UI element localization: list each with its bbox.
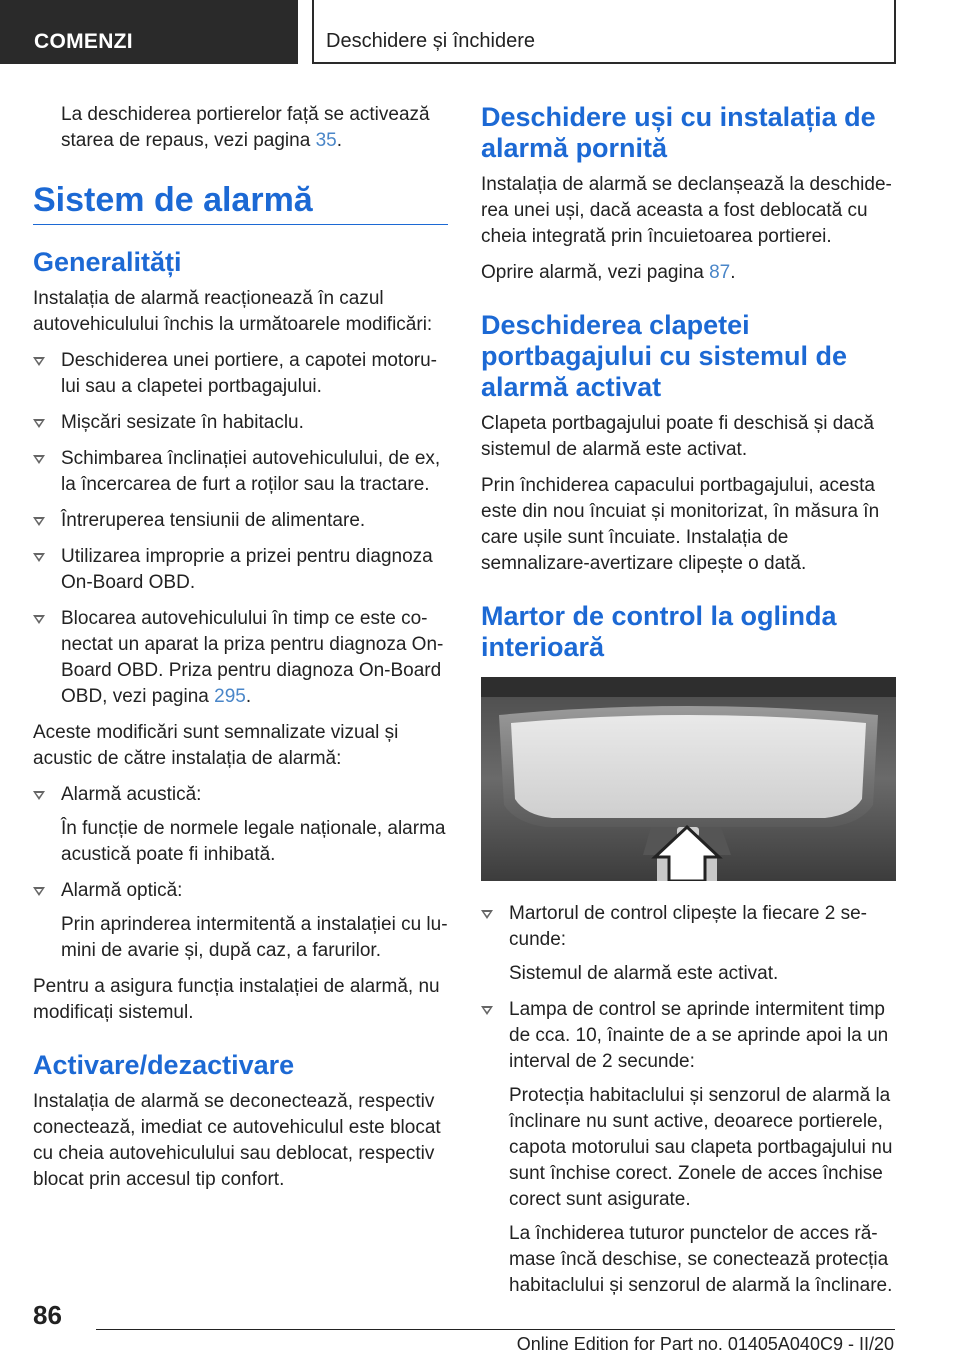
footer-edition-text: Online Edition for Part no. 01405A040C9 - II/20	[516, 1334, 894, 1354]
right-column	[481, 102, 896, 1309]
rearview-mirror-illustration	[481, 677, 896, 881]
trunk-text-2: Prin închiderea capacului portbagajului, acesta este din nou încuiat și monitorizat, în măsura în care ușile sunt încuiate. Instalația de semnalizare-avertizare clipește o dată.	[481, 475, 880, 574]
signal-text: Aceste modificări sunt semnalizate vizual și acustic de către instalația de alarmă:	[33, 722, 399, 769]
page-number: 86	[33, 1300, 62, 1330]
list-item: Alarmă acustică: În funcție de normele legale naționale, alarma acustică poate fi inhibată.	[33, 782, 448, 868]
list-item: Întreruperea tensiunii de alimentare.	[33, 508, 448, 534]
trunk-text-1: Clapeta portbagajului poate fi deschisă și dacă sistemul de alarmă este activat.	[481, 413, 874, 460]
general-text: Instalația de alarmă reacționează în cazul autovehiculului închis la următoarele modificări:	[33, 288, 433, 335]
general-heading: Generalități	[33, 247, 182, 277]
activation-text: Instalația de alarmă se deconectează, respectiv conectează, imediat ce autovehiculul este blocat cu cheia autovehiculului sau deblocat, respectiv blocat prin accesul tip confort.	[33, 1091, 441, 1190]
list-item: Alarmă optică: Prin aprinderea intermitentă a instalației cu lumini de avarie și, după caz, a farurilor.	[33, 878, 448, 964]
list-item: Mișcări sesizate în habitaclu.	[33, 410, 448, 436]
triangle-bullet-icon	[33, 357, 45, 366]
stop-alarm-paragraph: Oprire alarmă, vezi pagina 87.	[481, 262, 736, 283]
page-link-35[interactable]: 35	[315, 130, 337, 151]
alarm-types-list	[33, 782, 448, 964]
triangle-bullet-icon	[33, 517, 45, 526]
list-item: Blocarea autovehiculului în timp ce este conectat un aparat la priza pentru diagnoza On-Board OBD. Priza pentru diagnoza On-Board OBD, vezi pagina 295.	[33, 606, 448, 710]
triangle-bullet-icon	[33, 553, 45, 562]
mirror-heading: Martor de control la oglinda interioară	[481, 601, 837, 662]
header-section-tab	[0, 0, 298, 64]
doors-heading: Deschidere uși cu instalația de alarmă pornită	[481, 102, 876, 163]
activation-heading: Activare/dezactivare	[33, 1050, 295, 1080]
header-chapter-tab	[312, 0, 896, 64]
triangle-bullet-icon	[481, 1006, 493, 1015]
page-title: Sistem de alarmă	[33, 180, 448, 225]
intro-text: La deschiderea portierelor față se activează starea de repaus, vezi pagina	[61, 104, 430, 151]
intro-paragraph: La deschiderea portierelor față se activează starea de repaus, vezi pagina 35.	[61, 104, 430, 151]
doors-text: Instalația de alarmă se declanșează la deschiderea unei uși, dacă aceasta a fost deblocată cu cheia integrată prin încuietoarea portierei.	[481, 174, 892, 247]
trunk-heading: Deschiderea clapetei portbagajului cu sistemul de alarmă activat	[481, 310, 848, 402]
triangle-bullet-icon	[481, 910, 493, 919]
list-item: Utilizarea improprie a prizei pentru diagnoza On-Board OBD.	[33, 544, 448, 596]
indicator-list	[481, 901, 896, 1299]
triangle-bullet-icon	[33, 615, 45, 624]
footer-divider	[96, 1329, 895, 1330]
list-item: Martorul de control clipește la fiecare 2 secunde: Sistemul de alarmă este activat.	[481, 901, 896, 987]
left-column	[33, 102, 448, 1203]
function-text: Pentru a asigura funcția instalației de alarmă, nu modificați sistemul.	[33, 976, 440, 1023]
list-item: Deschiderea unei portiere, a capotei motorului sau a clapetei portbagajului.	[33, 348, 448, 400]
triangle-bullet-icon	[33, 419, 45, 428]
triangle-bullet-icon	[33, 455, 45, 464]
page-link-87[interactable]: 87	[709, 262, 731, 283]
triangle-bullet-icon	[33, 791, 45, 800]
header-chapter-label: Deschidere și închidere	[326, 30, 535, 52]
page-link-295[interactable]: 295	[214, 686, 246, 707]
list-item: Schimbarea înclinației autovehiculului, de ex, la încercarea de furt a roților sau la tractare.	[33, 446, 448, 498]
list-item: Lampa de control se aprinde intermitent timp de cca. 10, înainte de a se aprinde apoi la un interval de 2 secunde: Protecția habitaclului și senzorul de alarmă la înclinare nu sunt active, deoarece portierele, capota motorului sau clapeta portbagajului nu sunt închise corect. Zonele de acces închise corect sunt asigurate. La închiderea tuturor punctelor de acces rămase încă deschise, se conectează protecția habitaclului și senzorul de alarmă la înclinare.	[481, 997, 896, 1299]
header-section-label: COMENZI	[34, 30, 133, 53]
triangle-bullet-icon	[33, 887, 45, 896]
modifications-list	[33, 348, 448, 710]
